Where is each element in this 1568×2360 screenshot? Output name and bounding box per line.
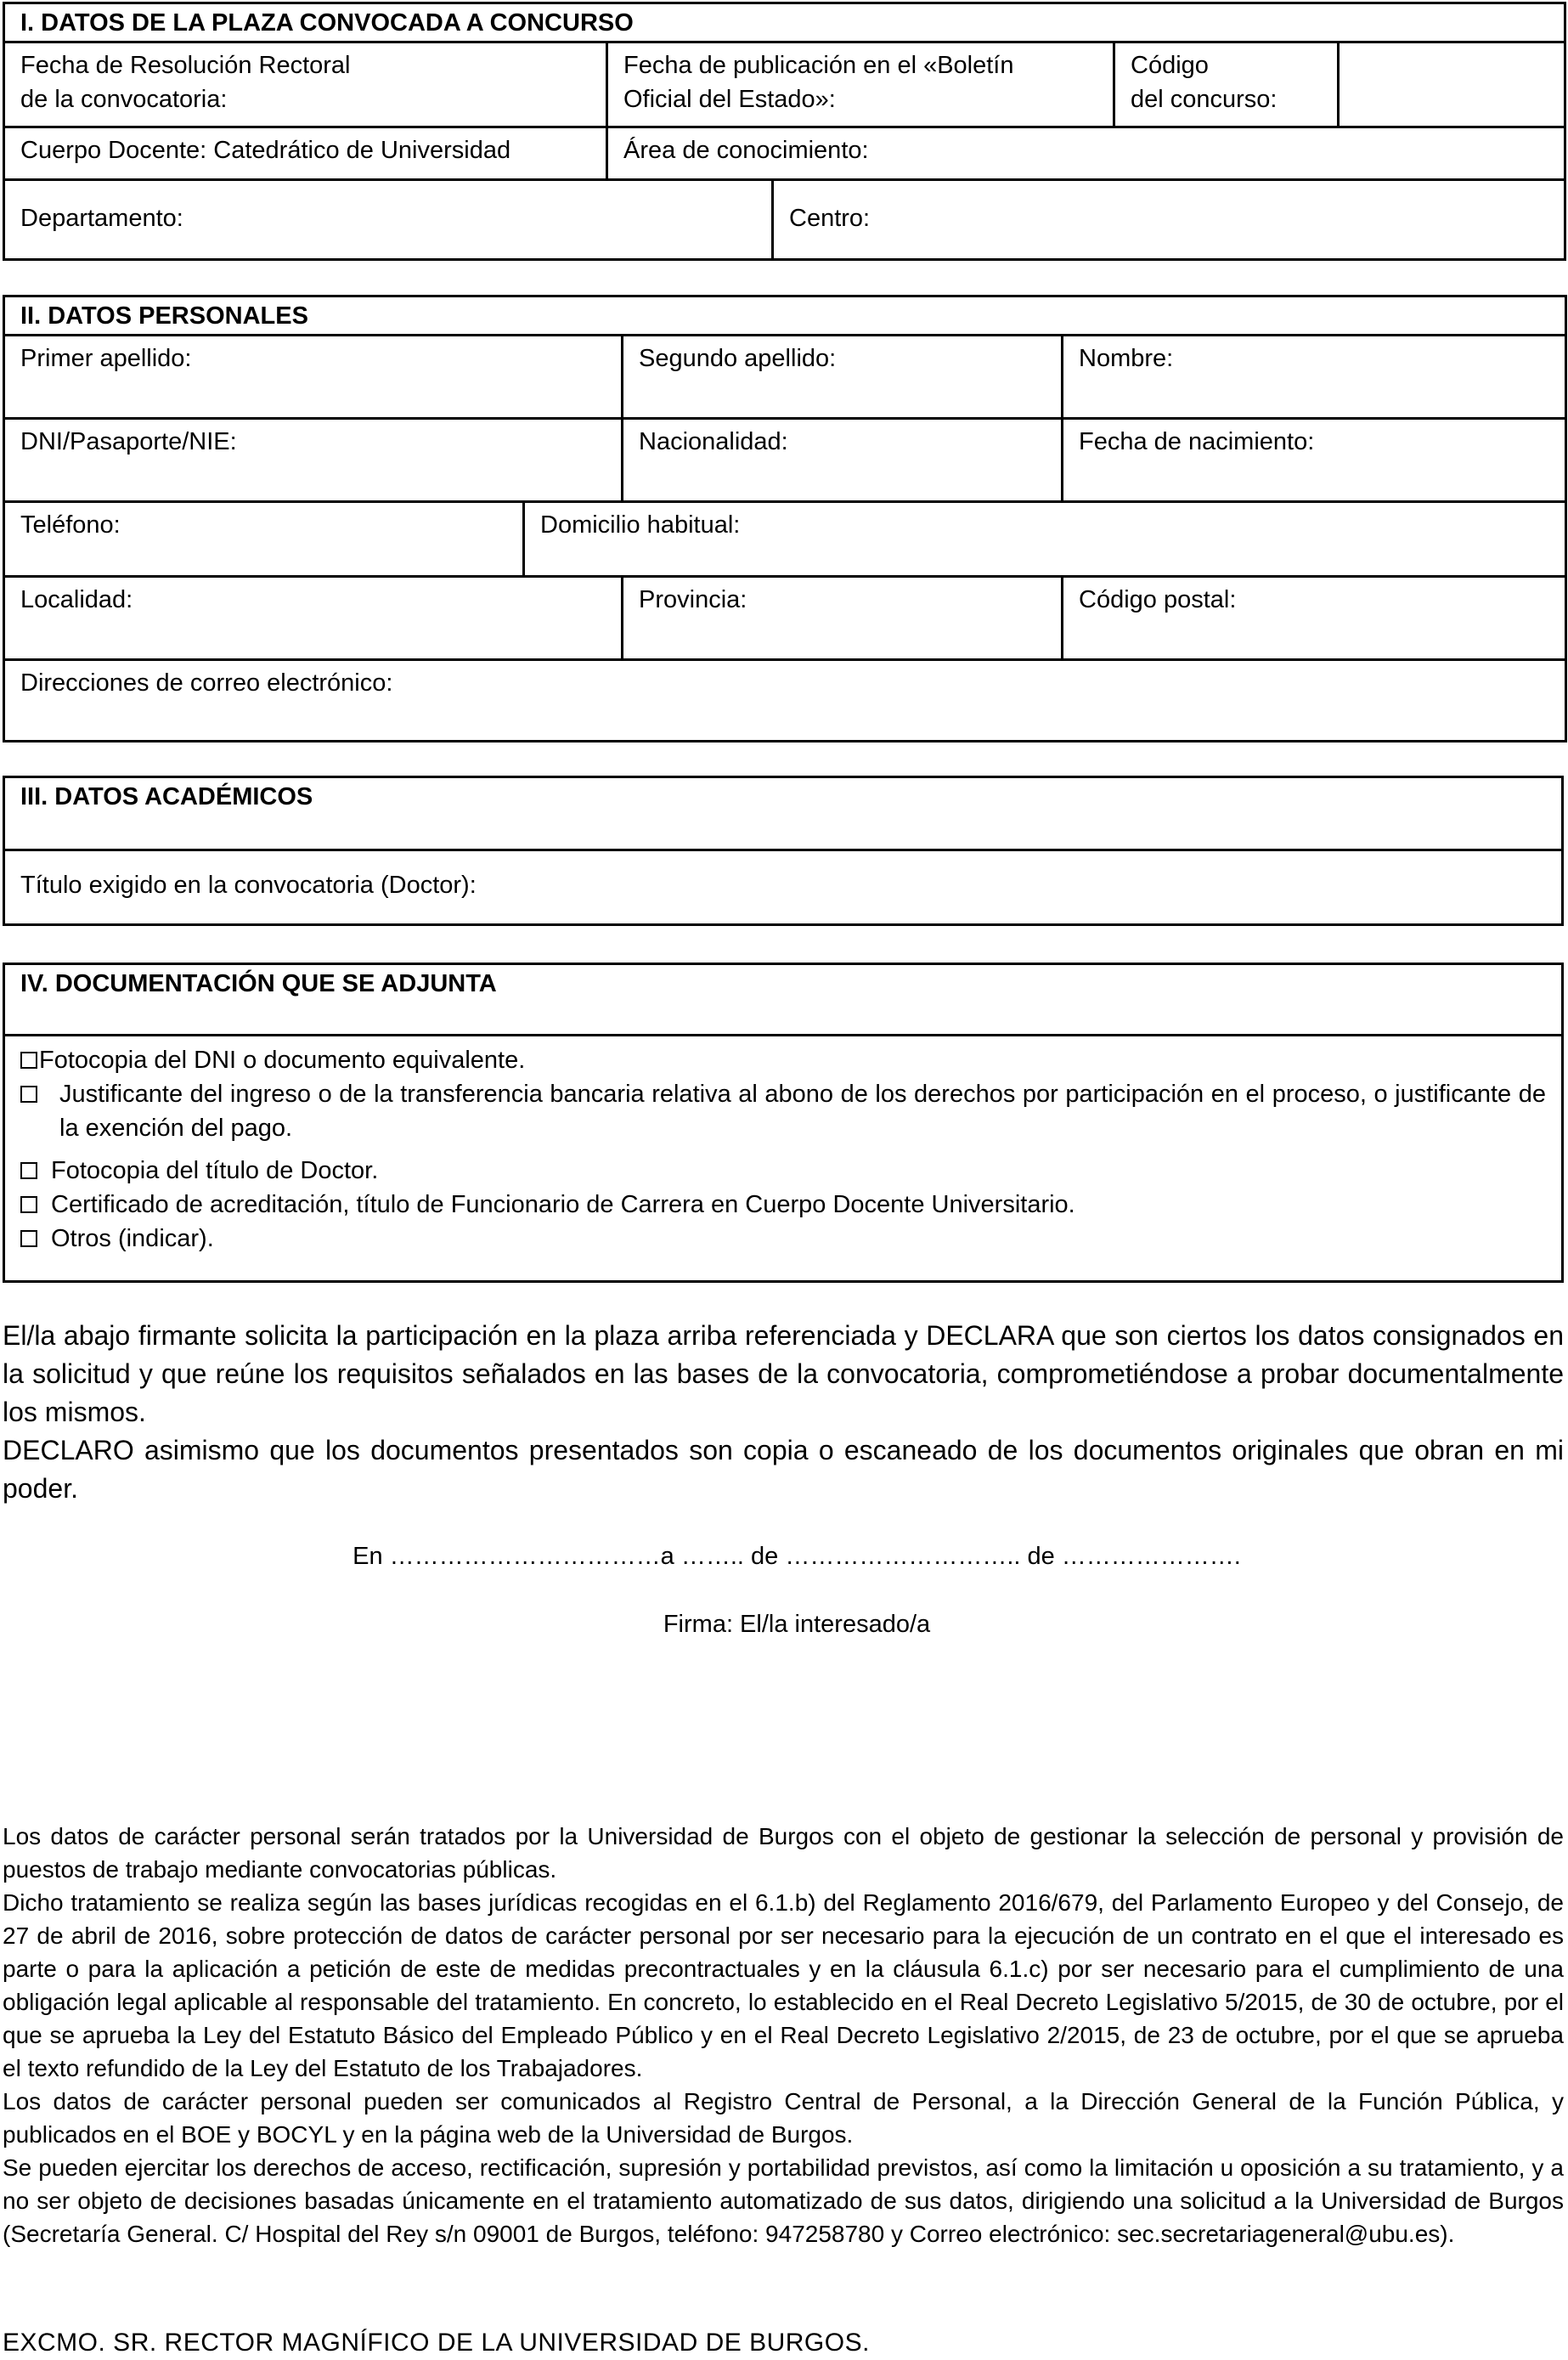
primer-apellido-field[interactable]	[4, 336, 623, 419]
section-2-heading: II. DATOS PERSONALES	[4, 296, 1566, 336]
section-datos-academicos	[3, 776, 1564, 926]
dni-label: DNI/Pasaporte/NIE:	[20, 428, 237, 455]
telefono-field[interactable]	[4, 502, 524, 577]
section-documentacion	[3, 963, 1564, 1283]
codigo-postal-label: Código postal:	[1079, 586, 1237, 613]
privacy-notice	[3, 1820, 1564, 2250]
fecha-nacimiento-label: Fecha de nacimiento:	[1079, 428, 1315, 455]
fecha-resolucion-field[interactable]	[4, 42, 607, 127]
privacy-paragraph: Dicho tratamiento se realiza según las bases jurídicas recogidas en el 6.1.b) del Reglamento 2016/679, del Parlamento Europeo y del Consejo, de 27 de abril de 2016, sobre protección de datos de carácter personal por ser necesario para la ejecución de un contrato en el que el interesado es parte o para la aplicación a petición de este de medidas precontractuales y en la cláusula 6.1.c) por ser necesario para el cumplimiento de una obligación legal aplicable al responsable del tratamiento. En concreto, lo establecido en el Real Decreto Legislativo 5/2015, de 30 de octubre, por el que se aprueba la Ley del Estatuto Básico del Empleado Público y en el Real Decreto Legislativo 2/2015, de 23 de octubre, por el que se aprueba el texto refundido de la Ley del Estatuto de los Trabajadores.	[3, 1889, 1564, 2081]
doc-item-label: Otros (indicar).	[51, 1225, 214, 1252]
domicilio-field[interactable]	[524, 502, 1566, 577]
correo-electronico-field[interactable]	[4, 660, 1566, 742]
telefono-label: Teléfono:	[20, 511, 121, 539]
centro-field[interactable]	[773, 180, 1565, 260]
doc-item-titulo-doctor[interactable]	[20, 1154, 1546, 1188]
section-datos-personales	[3, 295, 1567, 742]
addressee: EXCMO. SR. RECTOR MAGNÍFICO DE LA UNIVERSIDAD DE BURGOS.	[3, 2329, 870, 2357]
codigo-concurso-input[interactable]	[1339, 42, 1565, 127]
provincia-label: Provincia:	[639, 586, 747, 613]
fecha-publicacion-label-line2: Oficial del Estado»:	[623, 86, 836, 113]
doc-item-acreditacion[interactable]	[20, 1188, 1546, 1222]
privacy-paragraph: Se pueden ejercitar los derechos de acceso, rectificación, supresión y portabilidad previstos, así como la limitación u oposición a su tratamiento, y a no ser objeto de decisiones basadas únicamente en el tratamiento automatizado de sus datos, dirigiendo una solicitud a la Universidad de Burgos (Secretaría General. C/ Hospital del Rey s/n 09001 de Burgos, teléfono: 947258780 y Correo electrónico: sec.secretariageneral@ubu.es).	[3, 2154, 1564, 2247]
checkbox-dni[interactable]	[20, 1052, 37, 1069]
nombre-label: Nombre:	[1079, 345, 1174, 372]
doc-item-justificante[interactable]	[20, 1077, 1546, 1145]
codigo-label-line2: del concurso:	[1131, 86, 1278, 113]
localidad-field[interactable]	[4, 577, 623, 660]
segundo-apellido-label: Segundo apellido:	[639, 345, 837, 372]
fecha-nacimiento-field[interactable]	[1063, 419, 1566, 502]
fecha-publicacion-field[interactable]	[607, 42, 1114, 127]
fecha-resolucion-label-line1: Fecha de Resolución Rectoral	[20, 52, 351, 79]
departamento-label: Departamento:	[20, 205, 183, 232]
section-3-heading: III. DATOS ACADÉMICOS	[4, 777, 1563, 850]
segundo-apellido-field[interactable]	[623, 336, 1063, 419]
localidad-label: Localidad:	[20, 586, 133, 613]
codigo-concurso-label-cell	[1114, 42, 1339, 127]
checkbox-otros[interactable]	[20, 1230, 37, 1247]
section-plaza-convocada	[3, 2, 1566, 261]
primer-apellido-label: Primer apellido:	[20, 345, 192, 372]
titulo-exigido-field[interactable]	[4, 850, 1563, 925]
centro-label: Centro:	[789, 205, 871, 232]
section-1-heading: I. DATOS DE LA PLAZA CONVOCADA A CONCURSO	[4, 3, 1565, 42]
correo-electronico-label: Direcciones de correo electrónico:	[20, 669, 393, 697]
documentation-checklist	[4, 1036, 1563, 1282]
domicilio-label: Domicilio habitual:	[540, 511, 741, 539]
nombre-field[interactable]	[1063, 336, 1566, 419]
checkbox-justificante[interactable]	[20, 1086, 37, 1103]
nacionalidad-label: Nacionalidad:	[639, 428, 788, 455]
fecha-resolucion-label-line2: de la convocatoria:	[20, 86, 228, 113]
doc-item-otros[interactable]	[20, 1222, 1546, 1256]
titulo-exigido-label: Título exigido en la convocatoria (Doctor):	[20, 872, 477, 899]
area-conocimiento-label: Área de conocimiento:	[623, 137, 869, 164]
cuerpo-docente-label: Cuerpo Docente: Catedrático de Universidad	[20, 137, 511, 164]
checkbox-titulo-doctor[interactable]	[20, 1162, 37, 1179]
codigo-postal-field[interactable]	[1063, 577, 1566, 660]
dni-field[interactable]	[4, 419, 623, 502]
fecha-publicacion-label-line1: Fecha de publicación en el «Boletín	[623, 52, 1014, 79]
doc-item-label: Fotocopia del DNI o documento equivalente.	[39, 1047, 526, 1074]
doc-item-label: Certificado de acreditación, título de Funcionario de Carrera en Cuerpo Docente Universitario.	[51, 1191, 1075, 1218]
doc-item-dni[interactable]	[20, 1043, 1546, 1077]
nacionalidad-field[interactable]	[623, 419, 1063, 502]
codigo-label-line1: Código	[1131, 52, 1209, 79]
doc-item-label: Justificante del ingreso o de la transferencia bancaria relativa al abono de los derechos por participación en el proceso, o justificante de la exención del pago.	[59, 1081, 1546, 1142]
departamento-field[interactable]	[4, 180, 773, 260]
area-conocimiento-field[interactable]	[607, 127, 1565, 180]
signature-label: Firma: El/la interesado/a	[663, 1611, 931, 1638]
section-4-heading: IV. DOCUMENTACIÓN QUE SE ADJUNTA	[4, 964, 1563, 1036]
declaration-text	[3, 1317, 1564, 1508]
privacy-paragraph: Los datos de carácter personal pueden ser comunicados al Registro Central de Personal, a la Dirección General de la Función Pública, y publicados en el BOE y BOCYL y en la página web de la Universidad de Burgos.	[3, 2088, 1564, 2148]
checkbox-acreditacion[interactable]	[20, 1196, 37, 1213]
place-date-line[interactable]: En ……………………………a …….. de ……………………….. de ………………….	[353, 1543, 1241, 1570]
privacy-paragraph: Los datos de carácter personal serán tratados por la Universidad de Burgos con el objeto de gestionar la selección de personal y provisión de puestos de trabajo mediante convocatorias públicas.	[3, 1823, 1564, 1883]
doc-item-label: Fotocopia del título de Doctor.	[51, 1157, 379, 1184]
declaration-paragraph-2: DECLARO asimismo que los documentos presentados son copia o escaneado de los documentos originales que obran en mi poder.	[3, 1435, 1564, 1504]
provincia-field[interactable]	[623, 577, 1063, 660]
declaration-paragraph-1: El/la abajo firmante solicita la participación en la plaza arriba referenciada y DECLARA que son ciertos los datos consignados en la solicitud y que reúne los requisitos señalados en las bases de la convocatoria, comprometiéndose a probar documentalmente los mismos.	[3, 1320, 1564, 1427]
cuerpo-docente-field	[4, 127, 607, 180]
